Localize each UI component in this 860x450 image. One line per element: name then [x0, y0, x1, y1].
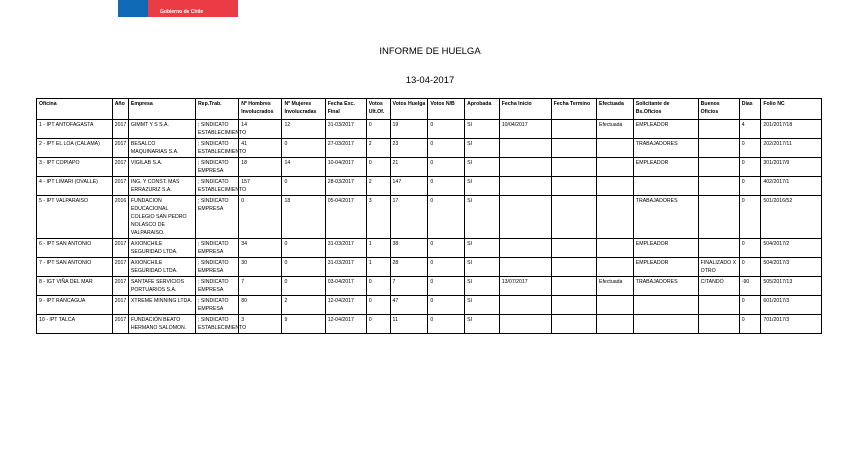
column-header: Rep.Trab. — [195, 99, 238, 120]
table-cell: 1 — [366, 258, 390, 277]
table-cell: 301/2017/9 — [761, 158, 822, 177]
table-cell: 0 — [282, 177, 325, 196]
table-cell: TRABAJADORES — [633, 196, 698, 239]
table-cell: 0 — [428, 120, 465, 139]
table-cell: 2 — [282, 296, 325, 315]
table-cell — [597, 177, 634, 196]
table-cell: 0 — [739, 258, 761, 277]
table-cell: 0 — [739, 296, 761, 315]
table-cell: SI — [465, 158, 500, 177]
table-cell: EMPLEADOR — [633, 120, 698, 139]
table-cell: AXIONCHILE SEGURIDAD LTDA. — [128, 258, 195, 277]
table-cell: 3 — [366, 196, 390, 239]
table-cell: 23 — [390, 139, 428, 158]
table-cell: 0 — [739, 158, 761, 177]
table-cell: 21 — [390, 158, 428, 177]
table-cell: 05-04/2017 — [325, 196, 366, 239]
table-cell: Efectuada — [597, 277, 634, 296]
logo-red-block — [148, 0, 238, 17]
column-header: Nº Hombres Involucrados — [239, 99, 282, 120]
table-cell: 9 - IPT RANCAGUA — [37, 296, 113, 315]
table-cell: 501/2016/52 — [761, 196, 822, 239]
table-cell: 10 - IPT TALCA — [37, 315, 113, 334]
table-cell: 5 - IPT VALPARAISO — [37, 196, 113, 239]
column-header: Nº Mujeres Involucradas — [282, 99, 325, 120]
table-cell: 2017 — [112, 315, 128, 334]
table-cell: ; SINDICATO EMPRESA — [195, 158, 238, 177]
table-cell: ING. Y CONST. MAS ERRAZURIZ S.A. — [128, 177, 195, 196]
logo-text: Gobierno de Chile — [160, 9, 204, 15]
table-row — [37, 277, 822, 296]
table-cell: 7 - IPT SAN ANTONIO — [37, 258, 113, 277]
table-cell: BESALCO MAQUINARIAS S.A. — [128, 139, 195, 158]
table-cell: 0 — [739, 315, 761, 334]
table-cell: 0 — [739, 196, 761, 239]
table-cell: 3 - IPT COPIAPO — [37, 158, 113, 177]
table-cell: 402/2017/1 — [761, 177, 822, 196]
table-cell: 157 — [239, 177, 282, 196]
table-cell: ; SINDICATO EMPRESA — [195, 277, 238, 296]
table-cell: SI — [465, 239, 500, 258]
table-cell — [551, 296, 596, 315]
table-cell: SI — [465, 315, 500, 334]
table-cell: 9 — [282, 315, 325, 334]
table-cell — [551, 158, 596, 177]
table-cell — [499, 258, 551, 277]
table-cell: 0 — [428, 158, 465, 177]
table-cell: 34 — [239, 239, 282, 258]
table-cell: -90 — [739, 277, 761, 296]
gobierno-logo — [118, 0, 238, 17]
table-cell: CITANDO — [698, 277, 739, 296]
table-cell: 1 — [366, 239, 390, 258]
table-cell: 2017 — [112, 158, 128, 177]
table-cell: ; SINDICATO ESTABLECIMIENTO — [195, 120, 238, 139]
table-cell: 0 — [428, 315, 465, 334]
table-cell — [698, 139, 739, 158]
table-cell: 601/2017/3 — [761, 296, 822, 315]
table-cell: 18 — [282, 196, 325, 239]
table-cell: 0 — [428, 196, 465, 239]
table-cell: 2017 — [112, 239, 128, 258]
table-cell: 147 — [390, 177, 428, 196]
column-header: Votos Ult.Of. — [366, 99, 390, 120]
table-cell: ; SINDICATO EMPRESA — [195, 239, 238, 258]
table-cell: 10-04/2017 — [325, 158, 366, 177]
column-header: Aprobada — [465, 99, 500, 120]
table-cell: SI — [465, 277, 500, 296]
table-cell: SANTAFE SERVICIOS PORTUARIOS S.A. — [128, 277, 195, 296]
table-cell — [551, 277, 596, 296]
table-cell: 2017 — [112, 258, 128, 277]
table-cell: FUNDACION EDUCACIONAL COLEGIO SAN PEDRO NOLASCO DE VALPARAISO. — [128, 196, 195, 239]
table-cell: 4 - IPT LIMARI (OVALLE) — [37, 177, 113, 196]
column-header: Fecha Exc. Final — [325, 99, 366, 120]
table-cell — [499, 315, 551, 334]
table-cell: 13/07/2017 — [499, 277, 551, 296]
table-cell — [698, 315, 739, 334]
table-cell: ; SINDICATO ESTABLECIMIENTO — [195, 139, 238, 158]
table-row — [37, 296, 822, 315]
column-header: Votos N/B — [428, 99, 465, 120]
table-cell: 14 — [239, 120, 282, 139]
table-cell — [551, 139, 596, 158]
table-cell — [597, 258, 634, 277]
table-cell — [499, 196, 551, 239]
strike-report-table — [36, 98, 822, 334]
table-cell: 0 — [739, 239, 761, 258]
table-cell: 0 — [428, 277, 465, 296]
table-cell — [698, 239, 739, 258]
table-cell: 41 — [239, 139, 282, 158]
table-cell: 0 — [282, 239, 325, 258]
table-cell: 03-04/2017 — [325, 277, 366, 296]
table-cell — [698, 196, 739, 239]
table-cell: 0 — [282, 139, 325, 158]
table-row — [37, 196, 822, 239]
table-cell — [597, 296, 634, 315]
table-cell: 0 — [428, 296, 465, 315]
table-cell: 2 - IPT EL LOA (CALAMA) — [37, 139, 113, 158]
table-cell: 28-03/2017 — [325, 177, 366, 196]
column-header: Fecha Inicio — [499, 99, 551, 120]
table-cell: 14 — [282, 158, 325, 177]
table-cell — [499, 296, 551, 315]
table-cell: 0 — [366, 315, 390, 334]
logo-blue-block — [118, 0, 148, 17]
table-cell: 0 — [739, 177, 761, 196]
table-cell: GIMMT Y S S.A. — [128, 120, 195, 139]
table-row — [37, 258, 822, 277]
table-cell — [551, 120, 596, 139]
table-cell: 12 — [282, 120, 325, 139]
table-cell: TRABAJADORES — [633, 139, 698, 158]
table-header-row — [37, 99, 822, 120]
table-row — [37, 120, 822, 139]
table-cell: 10/04/2017 — [499, 120, 551, 139]
table-cell — [633, 177, 698, 196]
table-cell: ; SINDICATO ESTABLECIMIENTO — [195, 177, 238, 196]
table-cell: 0 — [428, 258, 465, 277]
table-cell: 504/2017/3 — [761, 258, 822, 277]
table-cell: ; SINDICATO EMPRESA — [195, 196, 238, 239]
table-cell: 0 — [282, 277, 325, 296]
table-cell: 0 — [366, 296, 390, 315]
table-cell — [499, 239, 551, 258]
table-cell: 2 — [366, 177, 390, 196]
table-cell: 8 - IGT VIÑA DEL MAR — [37, 277, 113, 296]
table-cell: 3 — [239, 315, 282, 334]
table-cell: 2017 — [112, 177, 128, 196]
table-row — [37, 177, 822, 196]
table-cell: VIGILAB S.A. — [128, 158, 195, 177]
column-header: Votos Huelga — [390, 99, 428, 120]
column-header: Folio NC — [761, 99, 822, 120]
table-cell — [633, 296, 698, 315]
table-cell — [551, 315, 596, 334]
table-cell: 0 — [366, 120, 390, 139]
table-cell — [633, 315, 698, 334]
table-cell — [551, 258, 596, 277]
table-cell: 31-03/2017 — [325, 120, 366, 139]
table-cell: 38 — [390, 239, 428, 258]
table-cell — [597, 239, 634, 258]
column-header: Año — [112, 99, 128, 120]
table-cell: 28 — [390, 258, 428, 277]
table-cell: 0 — [282, 258, 325, 277]
table-cell: 0 — [366, 277, 390, 296]
table-cell: 2 — [366, 139, 390, 158]
table-cell: 0 — [428, 139, 465, 158]
table-cell: SI — [465, 120, 500, 139]
table-cell: TRABAJADORES — [633, 277, 698, 296]
table-cell — [551, 196, 596, 239]
table-cell: 2017 — [112, 296, 128, 315]
table-cell: 11 — [390, 315, 428, 334]
table-cell: 504/2017/2 — [761, 239, 822, 258]
table-cell — [597, 196, 634, 239]
table-cell: ; SINDICATO ESTABLECIMIENTO — [195, 315, 238, 334]
table-cell: 0 — [739, 139, 761, 158]
table-cell: 47 — [390, 296, 428, 315]
table-cell: SI — [465, 196, 500, 239]
table-cell: 2016 — [112, 196, 128, 239]
table-cell: SI — [465, 139, 500, 158]
table-cell: 0 — [239, 196, 282, 239]
table-cell: 2017 — [112, 277, 128, 296]
table-cell: SI — [465, 296, 500, 315]
table-cell: 0 — [428, 177, 465, 196]
table-cell: 6 - IPT SAN ANTONIO — [37, 239, 113, 258]
column-header: Oficina — [37, 99, 113, 120]
table-cell — [698, 296, 739, 315]
table-cell: 701/2017/3 — [761, 315, 822, 334]
table-cell: EMPLEADOR — [633, 158, 698, 177]
table-cell: Efectuada — [597, 120, 634, 139]
table-cell: ; SINDICATO EMPRESA — [195, 258, 238, 277]
table-cell: 4 — [739, 120, 761, 139]
table-cell — [698, 120, 739, 139]
table-cell: 2017 — [112, 139, 128, 158]
table-cell: 7 — [390, 277, 428, 296]
table-cell: EMPLEADOR — [633, 258, 698, 277]
column-header: Empresa — [128, 99, 195, 120]
table-cell: 27-03/2017 — [325, 139, 366, 158]
table-cell: 31-03/2017 — [325, 258, 366, 277]
table-row — [37, 139, 822, 158]
table-cell — [551, 239, 596, 258]
table-cell: 1 - IPT ANTOFAGASTA — [37, 120, 113, 139]
table-cell — [597, 139, 634, 158]
report-title: INFORME DE HUELGA — [379, 46, 481, 57]
table-cell: 30 — [239, 258, 282, 277]
table-cell: 202/2017/11 — [761, 139, 822, 158]
table-cell: 19 — [390, 120, 428, 139]
table-cell: 12-04/2017 — [325, 296, 366, 315]
table-cell: 12-04/2017 — [325, 315, 366, 334]
column-header: Buenos Oficios — [698, 99, 739, 120]
table-cell: 18 — [239, 158, 282, 177]
table-cell: 17 — [390, 196, 428, 239]
table-cell — [597, 315, 634, 334]
column-header: Efectuada — [597, 99, 634, 120]
table-cell: 505/2017/13 — [761, 277, 822, 296]
table-cell: SI — [465, 258, 500, 277]
column-header: Solicitante de Bs.Oficios — [633, 99, 698, 120]
table-row — [37, 158, 822, 177]
table-cell: 80 — [239, 296, 282, 315]
table-cell: XTREME MINNING LTDA. — [128, 296, 195, 315]
table-cell — [499, 158, 551, 177]
column-header: Fecha Termino — [551, 99, 596, 120]
table-cell: SI — [465, 177, 500, 196]
table-cell — [597, 158, 634, 177]
table-cell: 0 — [366, 158, 390, 177]
table-cell: 7 — [239, 277, 282, 296]
table-cell — [499, 177, 551, 196]
table-cell — [698, 177, 739, 196]
table-cell — [698, 158, 739, 177]
table-cell: ; SINDICATO EMPRESA — [195, 296, 238, 315]
report-date: 13-04-2017 — [405, 75, 455, 86]
table-cell: EMPLEADOR — [633, 239, 698, 258]
table-cell: 0 — [428, 239, 465, 258]
table-cell — [551, 177, 596, 196]
table-cell — [499, 139, 551, 158]
table-cell: FINALIZADO X OTRO — [698, 258, 739, 277]
table-row — [37, 315, 822, 334]
table-cell: 31-03/2017 — [325, 239, 366, 258]
table-cell: 201/2017/18 — [761, 120, 822, 139]
table-row — [37, 239, 822, 258]
table-cell: FUNDACIÓN BEATO HERMANO SALOMON. — [128, 315, 195, 334]
column-header: Días — [739, 99, 761, 120]
table-cell: AXIONCHILE SEGURIDAD LTDA. — [128, 239, 195, 258]
table-cell: 2017 — [112, 120, 128, 139]
